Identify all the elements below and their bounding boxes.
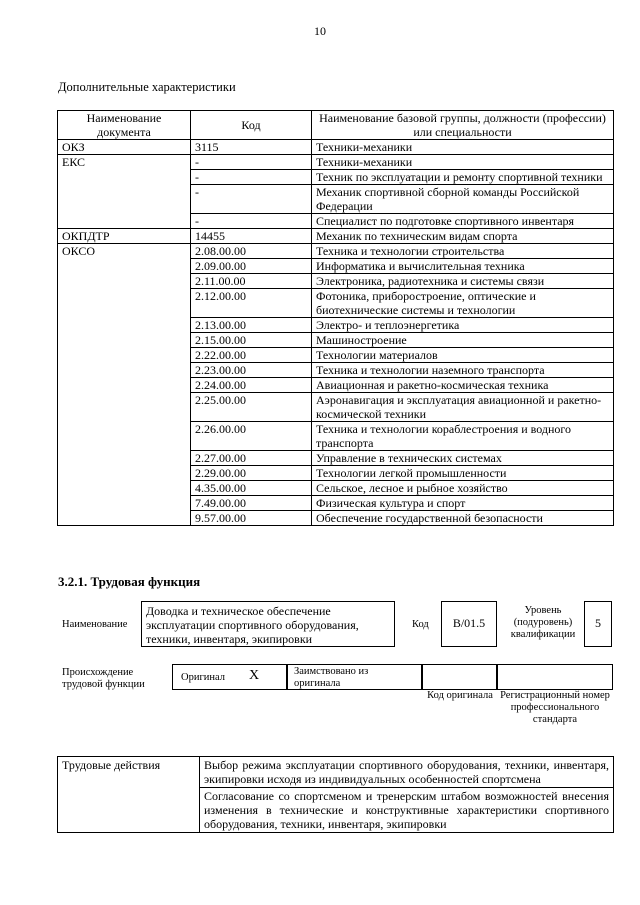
doc-name-cell [58,393,191,422]
code-cell: 2.13.00.00 [191,318,312,333]
code-cell: 2.22.00.00 [191,348,312,363]
title-cell: Сельское, лесное и рыбное хозяйство [312,481,614,496]
doc-name-cell [58,363,191,378]
doc-name-cell [58,451,191,466]
code-cell: - [191,170,312,185]
doc-name-cell [58,289,191,318]
labor-actions-table [57,756,614,833]
action-item-2: Согласование со спортсменом и тренерским штабом возможностей внесения изменения в технические и конструктивные характеристики спортивного оборудования, техники, инвентаря, экипировки [200,788,614,833]
function-name-value: Доводка и техническое обеспечение эксплуатации спортивного оборудования, техники, инвентаря, экипировки [141,601,395,647]
table-row [58,214,614,229]
code-cell: 2.29.00.00 [191,466,312,481]
title-cell: Информатика и вычислительная техника [312,259,614,274]
doc-name-cell [58,496,191,511]
title-cell: Техника и технологии наземного транспорта [312,363,614,378]
title-cell: Механик по техническим видам спорта [312,229,614,244]
actions-label: Трудовые действия [58,757,200,788]
function-code-label: Код [412,619,429,630]
characteristics-table [57,110,614,526]
function-level-label: Уровень (подуровень) квалификации [510,605,576,640]
doc-name-cell [58,348,191,363]
doc-name-cell [58,274,191,289]
title-cell: Физическая культура и спорт [312,496,614,511]
action-item-1: Выбор режима эксплуатации спортивного оборудования, техники, инвентаря, экипировки исходя из индивидуальных особенностей спортсмена [200,757,614,788]
doc-name-cell [58,466,191,481]
origin-label: Происхождение трудовой функции [62,667,145,690]
title-cell: Управление в технических системах [312,451,614,466]
title-cell: Фотоника, приборостроение, оптические и биотехнические системы и технологии [312,289,614,318]
doc-name-cell [58,481,191,496]
code-cell: 2.24.00.00 [191,378,312,393]
title-cell: Аэронавигация и эксплуатация авиационной и ракетно-космической техники [312,393,614,422]
table-row [58,348,614,363]
table-row [58,757,614,788]
table-row [58,378,614,393]
code-cell: 2.27.00.00 [191,451,312,466]
code-cell: 2.09.00.00 [191,259,312,274]
table-row [58,289,614,318]
code-original-label: Код оригинала [427,690,493,701]
code-cell: - [191,155,312,170]
table-row [58,140,614,155]
original-label: Оригинал [181,672,225,683]
borrowed-cell [287,664,422,690]
title-cell: Техники-механики [312,140,614,155]
table-row [58,259,614,274]
code-original-cell [422,664,497,690]
title-cell: Техника и технологии строительства [312,244,614,259]
code-cell: 14455 [191,229,312,244]
doc-name-cell [58,378,191,393]
table-row [58,393,614,422]
doc-name-cell [58,422,191,451]
title-cell: Технологии материалов [312,348,614,363]
doc-name-cell: ОКЗ [58,140,191,155]
code-cell: - [191,185,312,214]
section-title: Дополнительные характеристики [58,80,236,94]
doc-name-cell [58,333,191,348]
original-cell [172,664,287,690]
code-cell: 2.11.00.00 [191,274,312,289]
header-document: Наименование документа [58,111,191,140]
table-row [58,363,614,378]
original-mark: X [249,668,260,683]
code-cell: 2.26.00.00 [191,422,312,451]
doc-name-cell: ОКСО [58,244,191,259]
header-code: Код [191,111,312,140]
table-row [58,422,614,451]
function-name-label: Наименование [62,619,128,630]
header-title: Наименование базовой группы, должности (профессии) или специальности [312,111,614,140]
table-row [58,170,614,185]
title-cell: Обеспечение государственной безопасности [312,511,614,526]
code-cell: 7.49.00.00 [191,496,312,511]
doc-name-cell [58,214,191,229]
title-cell: Авиационная и ракетно-космическая техника [312,378,614,393]
doc-name-cell [58,318,191,333]
table-row [58,155,614,170]
code-cell: 2.15.00.00 [191,333,312,348]
title-cell: Технологии легкой промышленности [312,466,614,481]
reg-number-label: Регистрационный номер профессионального стандарта [500,690,610,725]
title-cell: Электро- и теплоэнергетика [312,318,614,333]
title-cell: Машиностроение [312,333,614,348]
table-row [58,466,614,481]
code-cell: 4.35.00.00 [191,481,312,496]
code-cell: 2.08.00.00 [191,244,312,259]
table-row [58,274,614,289]
table-row [58,185,614,214]
doc-name-cell: ЕКС [58,155,191,170]
doc-name-cell [58,170,191,185]
page-number: 10 [314,24,326,38]
table-row [58,451,614,466]
actions-label-cont [58,788,200,833]
function-title: 3.2.1. Трудовая функция [58,574,201,589]
table-row [58,229,614,244]
doc-name-cell [58,259,191,274]
doc-name-cell: ОКПДТР [58,229,191,244]
table-row [58,511,614,526]
title-cell: Специалист по подготовке спортивного инвентаря [312,214,614,229]
table-row [58,481,614,496]
code-cell: 2.12.00.00 [191,289,312,318]
code-cell: 9.57.00.00 [191,511,312,526]
reg-number-cell [497,664,613,690]
doc-name-cell [58,185,191,214]
code-cell: - [191,214,312,229]
title-cell: Электроника, радиотехника и системы связи [312,274,614,289]
table-header-row [58,111,614,140]
title-cell: Механик спортивной сборной команды Российской Федерации [312,185,614,214]
title-cell: Техника и технологии кораблестроения и водного транспорта [312,422,614,451]
table-row [58,244,614,259]
title-cell: Техники-механики [312,155,614,170]
table-row [58,496,614,511]
code-cell: 2.23.00.00 [191,363,312,378]
title-cell: Техник по эксплуатации и ремонту спортивной техники [312,170,614,185]
table-row [58,333,614,348]
doc-name-cell [58,511,191,526]
table-row [58,318,614,333]
code-cell: 3115 [191,140,312,155]
borrowed-label: Заимствовано из оригинала [294,666,369,689]
table-row [58,788,614,833]
function-code-value: B/01.5 [441,601,497,647]
function-level-value: 5 [584,601,612,647]
code-cell: 2.25.00.00 [191,393,312,422]
